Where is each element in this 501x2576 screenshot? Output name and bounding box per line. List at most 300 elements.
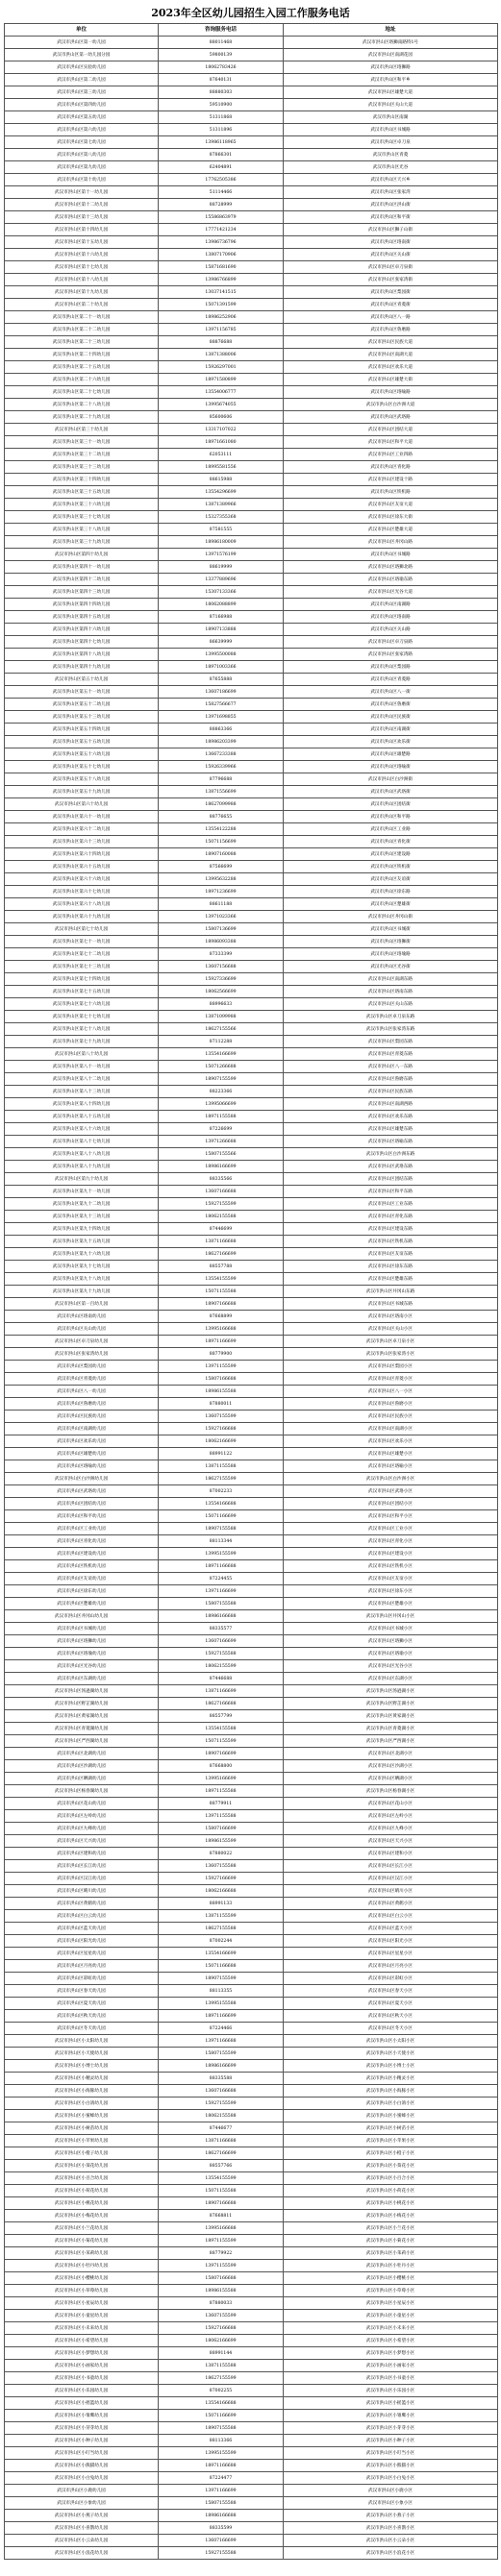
table-row bbox=[5, 449, 498, 461]
table-row bbox=[5, 136, 498, 149]
table-row bbox=[5, 37, 498, 49]
table-row bbox=[5, 2210, 498, 2222]
cell-phone: 18971003366 bbox=[159, 661, 284, 674]
table-row bbox=[5, 61, 498, 74]
header-row bbox=[5, 24, 498, 37]
cell-address: 武汉市洪山区野芷湖小区 bbox=[284, 1698, 498, 1710]
cell-address: 武汉市洪山区星星小区 bbox=[284, 1948, 498, 1960]
cell-address: 武汉市洪山区民族街 bbox=[284, 711, 498, 724]
table-row bbox=[5, 1773, 498, 1785]
cell-address: 武汉市洪山区小葵花小区 bbox=[284, 2160, 498, 2172]
cell-address: 武汉市洪山区鲁磨街 bbox=[284, 699, 498, 711]
cell-phone: 88335599 bbox=[159, 2522, 284, 2535]
table-row bbox=[5, 699, 498, 711]
cell-address: 武汉市洪山区徐东东路 bbox=[284, 1261, 498, 1273]
cell-phone: 87002233 bbox=[159, 1485, 284, 1498]
cell-address: 武汉市洪山区青菱东路 bbox=[284, 1048, 498, 1061]
cell-unit: 武汉市洪山区徐东幼儿园 bbox=[5, 1585, 159, 1598]
table-row bbox=[5, 1111, 498, 1123]
table-row bbox=[5, 2247, 498, 2260]
cell-address: 武汉市洪山区小蜜蜂小区 bbox=[284, 2110, 498, 2122]
cell-address: 武汉市洪山区八一东路 bbox=[284, 1061, 498, 1073]
table-row bbox=[5, 848, 498, 861]
cell-address: 武汉市洪山区鲁磨小区 bbox=[284, 1398, 498, 1411]
page-title: 2023年全区幼儿园招生入园工作服务电话 bbox=[151, 7, 350, 19]
cell-address: 武汉市洪山区和平路 bbox=[284, 811, 498, 823]
cell-unit: 武汉市洪山区第七十五幼儿园 bbox=[5, 986, 159, 998]
cell-address: 武汉市洪山区楚雄大道 bbox=[284, 524, 498, 536]
cell-unit: 武汉市洪山区第十二幼儿园 bbox=[5, 199, 159, 211]
table-row bbox=[5, 1398, 498, 1411]
cell-phone: 18986166699 bbox=[159, 1161, 284, 1173]
cell-unit: 武汉市洪山区友谊幼儿园 bbox=[5, 1573, 159, 1585]
table-row bbox=[5, 2397, 498, 2410]
table-row bbox=[5, 761, 498, 773]
cell-phone: 88113366 bbox=[159, 2435, 284, 2447]
cell-unit: 武汉市洪山区第五十五幼儿园 bbox=[5, 736, 159, 748]
cell-address: 武汉市洪山区鲁磨路 bbox=[284, 324, 498, 336]
table-row bbox=[5, 86, 498, 99]
cell-unit: 武汉市洪山区第六十八幼儿园 bbox=[5, 898, 159, 911]
table-row bbox=[5, 911, 498, 923]
table-row bbox=[5, 474, 498, 486]
cell-unit: 武汉市洪山区冬天幼儿园 bbox=[5, 2023, 159, 2035]
cell-phone: 88863366 bbox=[159, 724, 284, 736]
cell-phone: 18971155599 bbox=[159, 2235, 284, 2247]
cell-phone: 88880303 bbox=[159, 86, 284, 99]
table-row bbox=[5, 1361, 498, 1373]
table-row bbox=[5, 2285, 498, 2297]
cell-phone: 15071155588 bbox=[159, 2185, 284, 2197]
cell-address: 武汉市洪山区和平东路 bbox=[284, 1186, 498, 1198]
table-row bbox=[5, 1086, 498, 1098]
table-row bbox=[5, 2410, 498, 2422]
cell-phone: 51311868 bbox=[159, 111, 284, 124]
cell-address: 武汉市洪山区铁机街 bbox=[284, 861, 498, 873]
cell-address: 武汉市洪山区井冈山街 bbox=[284, 911, 498, 923]
cell-unit: 武汉市洪山区第五十幼儿园 bbox=[5, 674, 159, 686]
cell-phone: 15807166688 bbox=[159, 2272, 284, 2285]
cell-phone: 13554155599 bbox=[159, 2172, 284, 2185]
cell-address: 武汉市洪山区书城街 bbox=[284, 923, 498, 936]
cell-unit: 武汉市洪山区青化幼儿园 bbox=[5, 1535, 159, 1548]
table-row bbox=[5, 1435, 498, 1448]
cell-unit: 武汉市洪山区第八十二幼儿园 bbox=[5, 1073, 159, 1086]
cell-unit: 武汉市洪山区小梦想幼儿园 bbox=[5, 2347, 159, 2360]
cell-address: 武汉市洪山区井冈山东路 bbox=[284, 1286, 498, 1298]
cell-phone: 15927166699 bbox=[159, 1873, 284, 1885]
table-row bbox=[5, 2360, 498, 2372]
cell-unit: 武汉市洪山区鲁磨幼儿园 bbox=[5, 1398, 159, 1411]
table-row bbox=[5, 1336, 498, 1348]
table-row bbox=[5, 124, 498, 136]
table-row bbox=[5, 2460, 498, 2472]
cell-phone: 87880011 bbox=[159, 1398, 284, 1411]
table-row bbox=[5, 724, 498, 736]
cell-unit: 武汉市洪山区铁机幼儿园 bbox=[5, 1560, 159, 1573]
cell-phone: 18907133888 bbox=[159, 624, 284, 636]
table-row bbox=[5, 2222, 498, 2235]
cell-unit: 武汉市洪山区第七十六幼儿园 bbox=[5, 998, 159, 1011]
cell-address: 武汉市洪山区武珞路 bbox=[284, 411, 498, 424]
cell-phone: 18627155599 bbox=[159, 1473, 284, 1485]
cell-unit: 武汉市洪山区晴川幼儿园 bbox=[5, 1885, 159, 1898]
cell-unit: 武汉市洪山区第九十八幼儿园 bbox=[5, 1273, 159, 1286]
cell-unit: 武汉市洪山区第三十七幼儿园 bbox=[5, 511, 159, 524]
table-row bbox=[5, 524, 498, 536]
cell-unit: 武汉市洪山区第十八幼儿园 bbox=[5, 274, 159, 286]
cell-unit: 武汉市洪山区小叮当幼儿园 bbox=[5, 2447, 159, 2460]
table-row bbox=[5, 1948, 498, 1960]
cell-unit: 武汉市洪山区第四十二幼儿园 bbox=[5, 574, 159, 586]
table-row bbox=[5, 1573, 498, 1585]
cell-phone: 13871388006 bbox=[159, 349, 284, 361]
cell-phone: 15927155588 bbox=[159, 2547, 284, 2560]
cell-unit: 武汉市洪山区第二十六幼儿园 bbox=[5, 374, 159, 386]
cell-unit: 武汉市洪山区第三幼儿园 bbox=[5, 86, 159, 99]
cell-address: 武汉市洪山区欢乐大道 bbox=[284, 361, 498, 374]
table-row bbox=[5, 2073, 498, 2085]
cell-unit: 武汉市洪山区第九十九幼儿园 bbox=[5, 1286, 159, 1298]
table-body bbox=[5, 37, 498, 2560]
cell-unit: 武汉市洪山区和平幼儿园 bbox=[5, 1510, 159, 1523]
cell-phone: 88991133 bbox=[159, 1898, 284, 1910]
cell-phone: 87224466 bbox=[159, 2023, 284, 2035]
cell-unit: 武汉市洪山区第二十五幼儿园 bbox=[5, 361, 159, 374]
cell-unit: 武汉市洪山区小草莓幼儿园 bbox=[5, 2285, 159, 2297]
cell-phone: 13971155588 bbox=[159, 1810, 284, 1823]
cell-address: 武汉市洪山区白沙洲东路 bbox=[284, 1148, 498, 1161]
cell-unit: 武汉市洪山区第五十四幼儿园 bbox=[5, 724, 159, 736]
cell-phone: 87446699 bbox=[159, 1223, 284, 1236]
table-row bbox=[5, 636, 498, 649]
cell-address: 武汉市洪山区春天小区 bbox=[284, 1985, 498, 1998]
cell-unit: 武汉市洪山区沙湖幼儿园 bbox=[5, 1760, 159, 1773]
table-row bbox=[5, 2172, 498, 2185]
table-row bbox=[5, 2522, 498, 2535]
cell-unit: 武汉市洪山区第四十六幼儿园 bbox=[5, 624, 159, 636]
cell-unit: 武汉市洪山区第二十二幼儿园 bbox=[5, 324, 159, 336]
table-row bbox=[5, 998, 498, 1011]
cell-phone: 13554166699 bbox=[159, 1948, 284, 1960]
cell-phone: 18907155588 bbox=[159, 1523, 284, 1535]
cell-phone: 13607155599 bbox=[159, 1411, 284, 1423]
table-row bbox=[5, 2322, 498, 2335]
cell-unit: 武汉市洪山区小书童幼儿园 bbox=[5, 2372, 159, 2385]
cell-phone: 13667233388 bbox=[159, 748, 284, 761]
table-row bbox=[5, 686, 498, 699]
cell-phone: 87446688 bbox=[159, 1673, 284, 1685]
table-row bbox=[5, 1823, 498, 1835]
cell-unit: 武汉市洪山区珞喻幼儿园 bbox=[5, 1460, 159, 1473]
cell-unit: 武汉市洪山区青菱湖幼儿园 bbox=[5, 1723, 159, 1735]
cell-phone: 18986155588 bbox=[159, 1386, 284, 1398]
cell-phone: 87112288 bbox=[159, 1036, 284, 1048]
cell-unit: 武汉市洪山区第一百幼儿园 bbox=[5, 1298, 159, 1311]
cell-phone: 13871556699 bbox=[159, 786, 284, 798]
cell-unit: 武汉市洪山区第九十四幼儿园 bbox=[5, 1223, 159, 1236]
cell-address: 武汉市洪山区杨春湖小区 bbox=[284, 1785, 498, 1798]
cell-phone: 13607166688 bbox=[159, 2085, 284, 2098]
cell-phone: 13871166699 bbox=[159, 1685, 284, 1698]
cell-phone: 86639999 bbox=[159, 636, 284, 649]
cell-phone: 15327355368 bbox=[159, 511, 284, 524]
header-unit: 单位 bbox=[5, 24, 159, 37]
cell-unit: 武汉市洪山区第九十六幼儿园 bbox=[5, 1248, 159, 1261]
cell-phone: 15807155588 bbox=[159, 1598, 284, 1610]
cell-phone: 15871681690 bbox=[159, 261, 284, 274]
cell-phone: 18971166688 bbox=[159, 1560, 284, 1573]
cell-unit: 武汉市洪山区小芽芽幼儿园 bbox=[5, 2422, 159, 2435]
cell-unit: 武汉市洪山区书城幼儿园 bbox=[5, 1623, 159, 1635]
cell-phone: 87655888 bbox=[159, 674, 284, 686]
cell-phone: 18907155599 bbox=[159, 1073, 284, 1086]
cell-unit: 武汉市洪山区第一幼儿园 bbox=[5, 37, 159, 49]
cell-address: 武汉市洪山区小象小区 bbox=[284, 2497, 498, 2510]
cell-unit: 武汉市洪山区第三十八幼儿园 bbox=[5, 524, 159, 536]
cell-phone: 13971166699 bbox=[159, 2485, 284, 2497]
cell-phone: 15827566677 bbox=[159, 699, 284, 711]
cell-address: 武汉市洪山区友谊街 bbox=[284, 873, 498, 886]
table-row bbox=[5, 748, 498, 761]
table-row bbox=[5, 2472, 498, 2485]
cell-phone: 18986180009 bbox=[159, 536, 284, 549]
cell-phone: 13986118965 bbox=[159, 136, 284, 149]
table-row bbox=[5, 1498, 498, 1510]
table-row bbox=[5, 2060, 498, 2073]
cell-address: 武汉市洪山区雄楚小区 bbox=[284, 1448, 498, 1460]
table-row bbox=[5, 1123, 498, 1136]
cell-address: 武汉市洪山区铁机小区 bbox=[284, 1560, 498, 1573]
cell-phone: 87333399 bbox=[159, 948, 284, 961]
cell-address: 武汉市洪山区沙湖小区 bbox=[284, 1760, 498, 1773]
cell-address: 武汉市洪山区白沙洲小区 bbox=[284, 1473, 498, 1485]
cell-phone: 13986736796 bbox=[159, 236, 284, 249]
cell-address: 武汉市洪山区小叮当小区 bbox=[284, 2447, 498, 2460]
cell-address: 武汉市洪山区民族小区 bbox=[284, 1411, 498, 1423]
table-header bbox=[5, 24, 498, 37]
cell-unit: 武汉市洪山区第三十四幼儿园 bbox=[5, 474, 159, 486]
cell-address: 武汉市洪山区和平乡 bbox=[284, 74, 498, 86]
cell-address: 武汉市洪山区小雏鹰小区 bbox=[284, 2410, 498, 2422]
cell-phone: 18986155599 bbox=[159, 1835, 284, 1848]
table-row bbox=[5, 873, 498, 886]
cell-unit: 武汉市洪山区建和幼儿园 bbox=[5, 1848, 159, 1860]
cell-address: 武汉市洪山区团结大道 bbox=[284, 424, 498, 436]
cell-phone: 13995500088 bbox=[159, 649, 284, 661]
cell-unit: 武汉市洪山区第五十七幼儿园 bbox=[5, 761, 159, 773]
table-row bbox=[5, 299, 498, 311]
table-row bbox=[5, 886, 498, 898]
cell-unit: 武汉市洪山区小种子幼儿园 bbox=[5, 2435, 159, 2447]
cell-phone: 87866301 bbox=[159, 149, 284, 161]
table-row bbox=[5, 549, 498, 561]
cell-unit: 武汉市洪山区小苹果幼儿园 bbox=[5, 2135, 159, 2147]
table-row bbox=[5, 2435, 498, 2447]
table-row bbox=[5, 624, 498, 636]
cell-address: 武汉市洪山区欢乐小区 bbox=[284, 1435, 498, 1448]
cell-unit: 武汉市洪山区第六十幼儿园 bbox=[5, 798, 159, 811]
cell-address: 武汉市洪山区珞南街 bbox=[284, 236, 498, 249]
cell-phone: 15071266688 bbox=[159, 1061, 284, 1073]
cell-address: 武汉市洪山区小百合小区 bbox=[284, 2172, 498, 2185]
cell-address: 武汉市洪山区小白兔小区 bbox=[284, 2472, 498, 2485]
cell-unit: 武汉市洪山区小樱桃幼儿园 bbox=[5, 2272, 159, 2285]
cell-address: 武汉市洪山区青菱路 bbox=[284, 674, 498, 686]
cell-address: 武汉市洪山区小兰花小区 bbox=[284, 2222, 498, 2235]
table-row bbox=[5, 1585, 498, 1598]
cell-unit: 武汉市洪山区阳光幼儿园 bbox=[5, 1935, 159, 1948]
cell-address: 武汉市洪山区欢乐街 bbox=[284, 736, 498, 748]
cell-unit: 武汉市洪山区第十九幼儿园 bbox=[5, 286, 159, 299]
cell-phone: 15807136699 bbox=[159, 923, 284, 936]
cell-phone: 13037141515 bbox=[159, 286, 284, 299]
cell-unit: 武汉市洪山区第五十九幼儿园 bbox=[5, 786, 159, 798]
cell-address: 武汉市洪山区小燕子小区 bbox=[284, 2510, 498, 2522]
table-row bbox=[5, 2385, 498, 2397]
cell-address: 武汉市洪山区青化小区 bbox=[284, 1535, 498, 1548]
cell-phone: 18907166688 bbox=[159, 2197, 284, 2210]
cell-phone: 15071391599 bbox=[159, 299, 284, 311]
cell-unit: 武汉市洪山区蓝天幼儿园 bbox=[5, 1923, 159, 1935]
cell-unit: 武汉市洪山区第八十五幼儿园 bbox=[5, 1111, 159, 1123]
cell-unit: 武汉市洪山区小熊猫幼儿园 bbox=[5, 2460, 159, 2472]
cell-address: 武汉市洪山区小海豚小区 bbox=[284, 2085, 498, 2098]
cell-unit: 武汉市洪山区白云幼儿园 bbox=[5, 1910, 159, 1923]
table-row bbox=[5, 2485, 498, 2497]
table-row bbox=[5, 1860, 498, 1873]
table-row bbox=[5, 1423, 498, 1435]
table-row bbox=[5, 661, 498, 674]
cell-address: 武汉市洪山区珞狮北路 bbox=[284, 561, 498, 574]
cell-unit: 武汉市洪山区第八十幼儿园 bbox=[5, 1048, 159, 1061]
table-row bbox=[5, 711, 498, 724]
cell-unit: 武汉市洪山区第二十四幼儿园 bbox=[5, 349, 159, 361]
cell-address: 武汉市洪山区小太阳小区 bbox=[284, 2035, 498, 2048]
table-row bbox=[5, 1685, 498, 1698]
cell-phone: 87668811 bbox=[159, 2210, 284, 2222]
cell-address: 武汉市洪山区南湖小区 bbox=[284, 1423, 498, 1435]
cell-phone: 87446677 bbox=[159, 2122, 284, 2135]
cell-phone: 17771421234 bbox=[159, 224, 284, 236]
cell-phone: 18627155588 bbox=[159, 1923, 284, 1935]
cell-unit: 武汉市洪山区小菊花幼儿园 bbox=[5, 2235, 159, 2247]
table-row bbox=[5, 311, 498, 324]
cell-phone: 18971661080 bbox=[159, 436, 284, 449]
table-row bbox=[5, 286, 498, 299]
table-row bbox=[5, 324, 498, 336]
cell-phone: 18971166699 bbox=[159, 1336, 284, 1348]
cell-address: 武汉市洪山区南湖西路 bbox=[284, 1098, 498, 1111]
cell-address: 武汉市洪山区青化东路 bbox=[284, 1211, 498, 1223]
cell-address: 武汉市洪山区徐东路 bbox=[284, 886, 498, 898]
table-row bbox=[5, 336, 498, 349]
cell-address: 武汉市洪山区卓刀泉东路 bbox=[284, 1011, 498, 1023]
cell-address: 武汉市洪山区张家湾小区 bbox=[284, 1348, 498, 1361]
cell-unit: 武汉市洪山区小天使幼儿园 bbox=[5, 2048, 159, 2060]
table-row bbox=[5, 74, 498, 86]
cell-phone: 13971155599 bbox=[159, 2260, 284, 2272]
cell-address: 武汉市洪山区彩虹小区 bbox=[284, 1973, 498, 1985]
cell-phone: 15927155599 bbox=[159, 2098, 284, 2110]
cell-address: 武汉市洪山区关山街 bbox=[284, 249, 498, 261]
table-row bbox=[5, 374, 498, 386]
cell-phone: 18907155599 bbox=[159, 1973, 284, 1985]
cell-phone: 15071155599 bbox=[159, 1735, 284, 1748]
cell-unit: 武汉市洪山区秋天幼儿园 bbox=[5, 2010, 159, 2023]
cell-unit: 武汉市洪山区白沙洲幼儿园 bbox=[5, 1473, 159, 1485]
cell-phone: 15927155588 bbox=[159, 1648, 284, 1660]
cell-unit: 武汉市洪山区小云朵幼儿园 bbox=[5, 2535, 159, 2547]
cell-phone: 13871389966 bbox=[159, 499, 284, 511]
cell-unit: 武汉市洪山区小摇篮幼儿园 bbox=[5, 2397, 159, 2410]
table-row bbox=[5, 424, 498, 436]
cell-address: 武汉市洪山区东湖小区 bbox=[284, 1673, 498, 1685]
cell-unit: 武汉市洪山区小白兔幼儿园 bbox=[5, 2472, 159, 2485]
table-row bbox=[5, 2297, 498, 2310]
cell-address: 武汉市洪山区珞喻路 bbox=[284, 386, 498, 399]
cell-phone: 13317107022 bbox=[159, 424, 284, 436]
cell-phone: 18907166688 bbox=[159, 1298, 284, 1311]
cell-address: 武汉市洪山区小梅花小区 bbox=[284, 2210, 498, 2222]
cell-unit: 武汉市洪山区第六十六幼儿园 bbox=[5, 873, 159, 886]
cell-address: 武汉市洪山区珞喻小区 bbox=[284, 1460, 498, 1473]
cell-address: 武汉市洪山区严西湖小区 bbox=[284, 1735, 498, 1748]
cell-phone: 18986093388 bbox=[159, 936, 284, 948]
cell-address: 武汉市洪山区白云小区 bbox=[284, 1910, 498, 1923]
cell-phone: 13377889696 bbox=[159, 574, 284, 586]
cell-phone: 13871166688 bbox=[159, 1236, 284, 1248]
table-row bbox=[5, 1248, 498, 1261]
cell-address: 武汉市洪山区工业东路 bbox=[284, 1198, 498, 1211]
cell-phone: 13607156688 bbox=[159, 961, 284, 973]
table-row bbox=[5, 174, 498, 186]
cell-address: 武汉市洪山区团结街 bbox=[284, 798, 498, 811]
cell-unit: 武汉市洪山区楚雄幼儿园 bbox=[5, 1598, 159, 1610]
cell-unit: 武汉市洪山区第八十六幼儿园 bbox=[5, 1123, 159, 1136]
cell-phone: 15807155566 bbox=[159, 1148, 284, 1161]
cell-unit: 武汉市洪山区第六幼儿园 bbox=[5, 124, 159, 136]
cell-phone: 15927155599 bbox=[159, 1198, 284, 1211]
table-row bbox=[5, 1848, 498, 1860]
table-row bbox=[5, 1048, 498, 1061]
cell-address: 武汉市洪山区狮子山街 bbox=[284, 224, 498, 236]
table-row bbox=[5, 611, 498, 624]
table-row bbox=[5, 923, 498, 936]
table-row bbox=[5, 536, 498, 549]
table-row bbox=[5, 99, 498, 111]
cell-address: 武汉市洪山区楚雄街 bbox=[284, 898, 498, 911]
cell-phone: 15807166688 bbox=[159, 1373, 284, 1386]
phone-table bbox=[4, 23, 498, 2560]
cell-unit: 武汉市洪山区第二十三幼儿园 bbox=[5, 336, 159, 349]
table-row bbox=[5, 2347, 498, 2360]
header-address: 地址 bbox=[284, 24, 498, 37]
cell-phone: 17762505386 bbox=[159, 174, 284, 186]
table-row bbox=[5, 1748, 498, 1760]
table-row bbox=[5, 1460, 498, 1473]
cell-address: 武汉市洪山区和平街 bbox=[284, 211, 498, 224]
cell-phone: 18062166699 bbox=[159, 1435, 284, 1448]
table-row bbox=[5, 161, 498, 174]
cell-unit: 武汉市洪山区第十四幼儿园 bbox=[5, 224, 159, 236]
table-row bbox=[5, 274, 498, 286]
cell-address: 武汉市洪山区珞狮小区 bbox=[284, 1635, 498, 1648]
table-row bbox=[5, 1036, 498, 1048]
table-row bbox=[5, 1998, 498, 2010]
cell-unit: 武汉市洪山区第八十四幼儿园 bbox=[5, 1098, 159, 1111]
cell-unit: 武汉市洪山区第八十八幼儿园 bbox=[5, 1148, 159, 1161]
